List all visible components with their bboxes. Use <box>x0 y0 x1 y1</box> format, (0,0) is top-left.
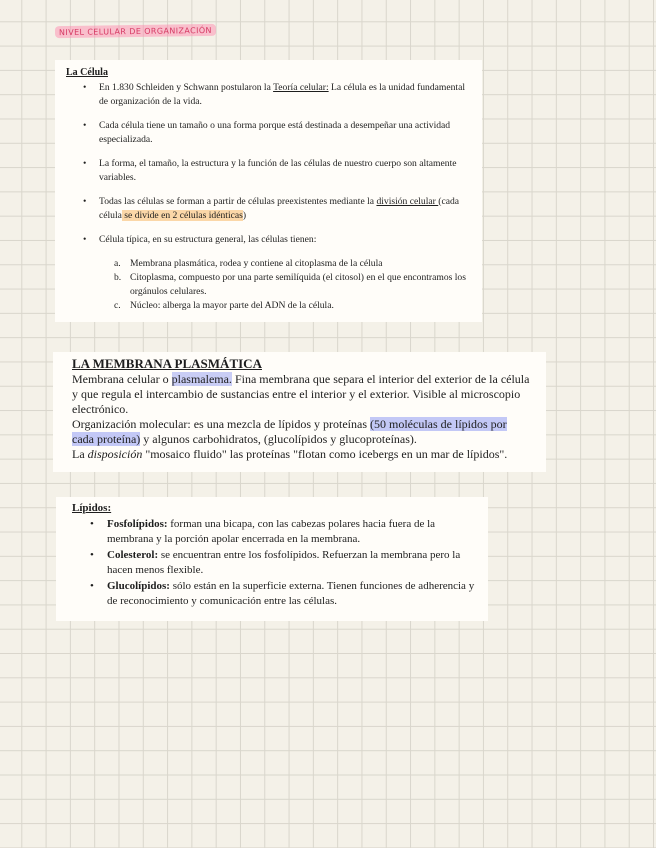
sub-item-nucleo: c. Núcleo: alberga la mayor parte del ADN de la célula. <box>130 299 470 313</box>
lipidos-title: Lípidos: <box>72 502 112 514</box>
celula-card <box>55 60 482 322</box>
celula-bullet-4: • Todas las células se forman a partir de células preexistentes mediante la división celular (cada célula se divide en 2 células idénticas) <box>99 195 470 223</box>
celula-bullet-3: • La forma, el tamaño, la estructura y la función de las células de nuestro cuerpo son altamente variables. <box>99 157 470 185</box>
membrana-paragraph-1: Membrana celular o plasmalema. Fina membrana que separa el interior del exterior de la célula y que regula el intercambio de sustancias entre el interior y el exterior. Visible al microscopio electrónico. <box>72 372 530 416</box>
membrana-paragraph-3: La disposición "mosaico fluido" las proteínas "flotan como icebergs en un mar de lípidos". <box>72 447 508 461</box>
highlight-lipidos-proteina: (50 moléculas de lípidos por cada proteína) <box>72 417 507 446</box>
lipido-item-colesterol: • Colesterol: se encuentran entre los fosfolípidos. Refuerzan la membrana pero la hacen menos flexible. <box>107 548 476 579</box>
membrana-title: LA MEMBRANA PLASMÁTICA <box>72 356 262 371</box>
sub-item-citoplasma: b. Citoplasma, compuesto por una parte semilíquida (el citosol) en el que encontramos los orgánulos celulares. <box>130 271 470 299</box>
celula-structure-list <box>99 257 470 313</box>
lipido-item-glucolipidos: • Glucolípidos: sólo están en la superficie externa. Tienen funciones de adherencia y de reconocimiento y comunicación entre las células. <box>107 579 476 610</box>
lipidos-list <box>72 517 476 609</box>
celula-bullet-2: • Cada célula tiene un tamaño o una forma porque está destinada a desempeñar una actividad especializada. <box>99 119 470 147</box>
membrana-paragraph-2: Organización molecular: es una mezcla de lípidos y proteínas (50 moléculas de lípidos por cada proteína) y algunos carbohidratos, (glucolípidos y glucoproteínas). <box>72 417 507 446</box>
highlight-celulas-identicas: se divide en 2 células idénticas <box>121 210 243 221</box>
celula-bullet-1: • En 1.830 Schleiden y Schwann postularon la Teoría celular: La célula es la unidad fundamental de organización de la vida. <box>99 81 470 109</box>
celula-bullet-5: • Célula típica, en su estructura general, las células tienen: a. Membrana plasmática, rodea y contiene al citoplasma de la célula b. Citoplasma, compuesto por una parte semilíquida (el citosol) en el que encontramos los orgánulos celulares. c. Núcleo: alberga la mayor parte del ADN de la célula. <box>99 233 470 313</box>
lipidos-card <box>56 497 488 621</box>
teoria-celular-link: Teoría celular: <box>273 82 329 93</box>
handwritten-title: NIVEL CELULAR DE ORGANIZACIÓN <box>55 24 216 38</box>
lipido-item-fosfolipidos: • Fosfolípidos: forman una bicapa, con las cabezas polares hacia fuera de la membrana y la porción apolar encerrada en la membrana. <box>107 517 476 548</box>
celula-bullet-list <box>66 81 470 313</box>
celula-title: La Célula <box>66 67 108 78</box>
highlight-plasmalema: plasmalema. <box>171 372 232 386</box>
sub-item-membrana: a. Membrana plasmática, rodea y contiene al citoplasma de la célula <box>130 257 470 271</box>
membrana-card <box>53 352 546 472</box>
